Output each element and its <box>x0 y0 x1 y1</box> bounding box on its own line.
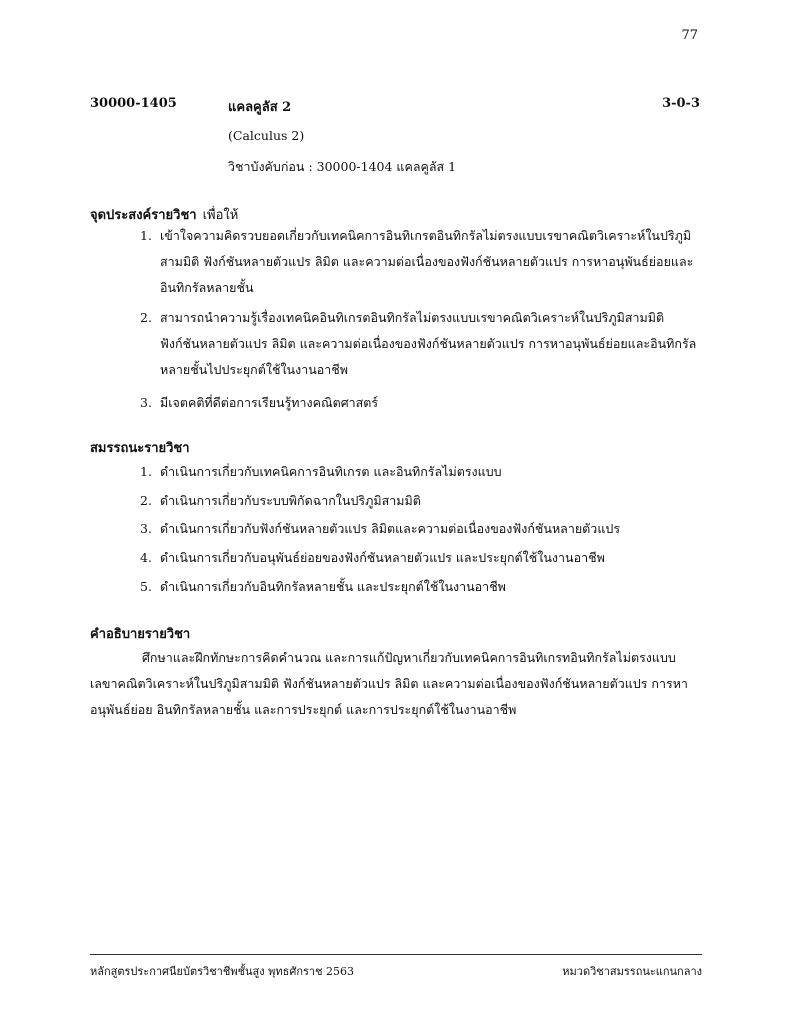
course-header <box>90 96 700 116</box>
course-title: แคลคูลัส 2 <box>228 100 292 115</box>
objective-number: 3. <box>140 395 152 410</box>
objective-item-2 <box>140 305 700 383</box>
competency-item-2 <box>140 488 700 514</box>
competency-number: 4. <box>140 550 152 565</box>
objective-number: 1. <box>140 228 152 243</box>
competency-number: 1. <box>140 464 152 479</box>
objective-text: มีเจตคติที่ดีต่อการเรียนรู้ทางคณิตศาสตร์ <box>160 395 379 410</box>
objectives-heading-suffix: เพื่อให้ <box>202 208 239 223</box>
objective-item-3 <box>140 390 700 416</box>
course-prerequisite: วิชาบังคับก่อน : 30000-1404 แคลคูลัส 1 <box>228 159 457 174</box>
competency-item-4 <box>140 545 700 571</box>
competency-item-1 <box>140 459 700 485</box>
competency-text: ดำเนินการเกี่ยวกับอินทิกรัลหลายชั้น และประยุกต์ใช้ในงานอาชีพ <box>160 579 506 594</box>
competency-text: ดำเนินการเกี่ยวกับฟังก์ชันหลายตัวแปร ลิมิตและความต่อเนื่องของฟังก์ชันหลายตัวแปร <box>160 521 621 536</box>
footer-curriculum: หลักสูตรประกาศนียบัตรวิชาชีพชั้นสูง พุทธศักราช 2563 <box>90 965 355 978</box>
course-code: 30000-1405 <box>90 96 177 111</box>
course-credits: 3-0-3 <box>662 96 700 111</box>
competency-item-5 <box>140 574 700 600</box>
objectives-heading <box>90 204 238 225</box>
footer-category: หมวดวิชาสมรรถนะแกนกลาง <box>562 965 702 978</box>
competency-text: ดำเนินการเกี่ยวกับอนุพันธ์ย่อยของฟังก์ชันหลายตัวแปร และประยุกต์ใช้ในงานอาชีพ <box>160 550 605 565</box>
course-english-title: (Calculus 2) <box>228 128 305 143</box>
objective-number: 2. <box>140 310 152 325</box>
objective-text: สามารถนำความรู้เรื่องเทคนิคอินทิเกรตอินทิกรัลไม่ตรงแบบเรขาคณิตวิเคราะห์ในปริภูมิสามมิติ ฟังก์ชันหลายตัวแปร ลิมิต และความต่อเนื่องของฟังก์ชันหลายตัวแปร การหาอนุพันธ์ย่อยและอินทิกรัลหลายชั้นไปประยุกต์ใช้ในงานอาชีพ <box>160 310 697 377</box>
description-heading: คำอธิบายรายวิชา <box>90 627 191 642</box>
competency-item-3 <box>140 516 700 542</box>
objectives-heading-text: จุดประสงค์รายวิชา <box>90 208 197 223</box>
competencies-heading: สมรรถนะรายวิชา <box>90 441 190 456</box>
competency-number: 3. <box>140 521 152 536</box>
competency-number: 2. <box>140 493 152 508</box>
objective-item-1 <box>140 223 700 301</box>
description-text: ศึกษาและฝึกทักษะการคิดคำนวณ และการแก้ปัญหาเกี่ยวกับเทคนิคการอินทิเกรทอินทิกรัลไม่ตรงแบบเลขาคณิตวิเคราะห์ในปริภูมิสามมิติ ฟังก์ชันหลายตัวแปร ลิมิต และความต่อเนื่องของฟังก์ชันหลายตัวแปร การหาอนุพันธ์ย่อย อินทิกรัลหลายชั้น และการประยุกต์ และการประยุกต์ใช้ในงานอาชีพ <box>90 650 688 717</box>
competency-text: ดำเนินการเกี่ยวกับระบบพิกัดฉากในปริภูมิสามมิติ <box>160 493 421 508</box>
footer-rule <box>90 954 702 955</box>
objective-text: เข้าใจความคิดรวบยอดเกี่ยวกับเทคนิคการอินทิเกรตอินทิกรัลไม่ตรงแบบเรขาคณิตวิเคราะห์ในปริภูมิสามมิติ ฟังก์ชันหลายตัวแปร ลิมิต และความต่อเนื่องของฟังก์ชันหลายตัวแปร การหาอนุพันธ์ย่อยและอินทิกรัลหลายชั้น <box>160 228 694 295</box>
page-number: 77 <box>681 28 698 43</box>
competency-text: ดำเนินการเกี่ยวกับเทคนิคการอินทิเกรต และอินทิกรัลไม่ตรงแบบ <box>160 464 502 479</box>
competency-number: 5. <box>140 579 152 594</box>
